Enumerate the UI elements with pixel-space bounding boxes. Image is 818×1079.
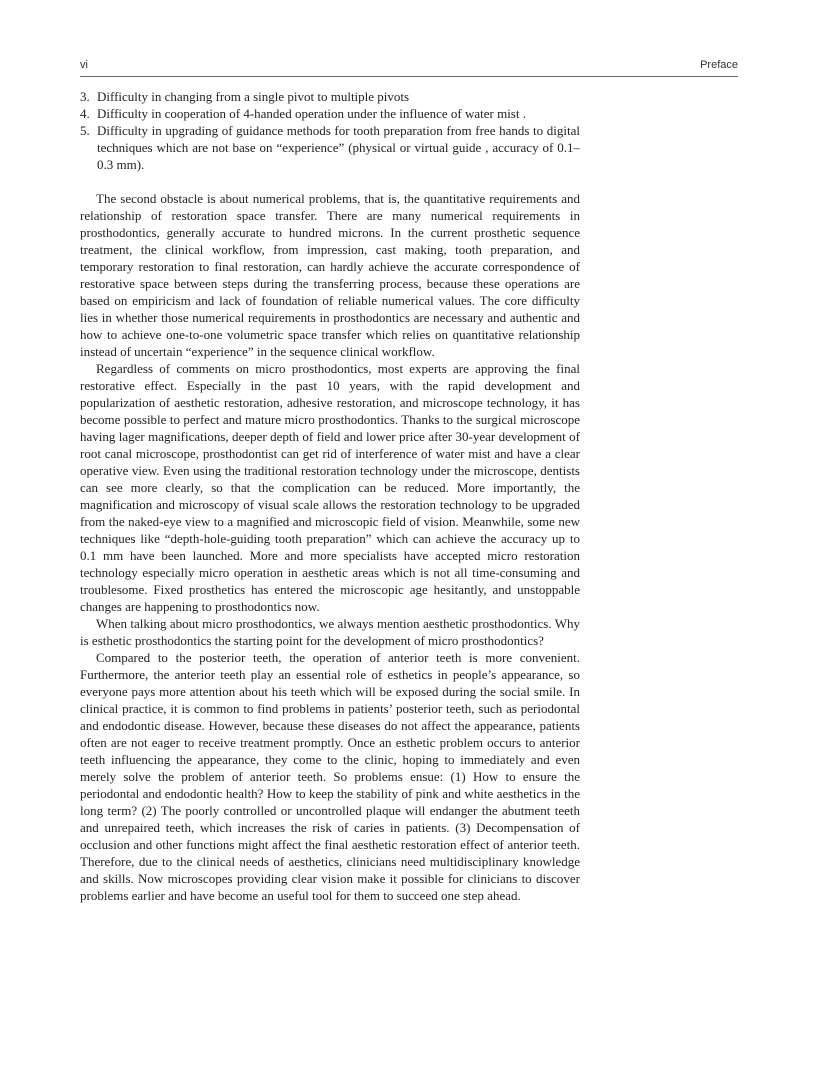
page-number: vi [80, 59, 88, 71]
paragraph: When talking about micro prosthodontics, we always mention aesthetic prosthodontics. Why is esthetic prosthodontics the starting point for the development of micro prosthodontics? [80, 616, 580, 648]
list-item [80, 88, 580, 105]
paragraph: The second obstacle is about numerical problems, that is, the quantitative requirements and relationship of restoration space transfer. There are many numerical requirements in prosthodontics, generally accurate to hundred microns. In the current prosthetic sequence treatment, the clinical workflow, from impression, cast making, tooth preparation, and temporary restoration to final restoration, can hardly achieve the accurate correspondence of restorative space between steps during the transferring process, because these operations are based on empiricism and lack of foundation of reliable numerical values. The core difficulty lies in whether those numerical requirements in prosthodontics are necessary and authentic and how to achieve one-to-one volumetric space transfer which relies on quantitative relationship instead of uncertain “experience” in the sequence clinical workflow. [80, 191, 580, 359]
list-item [80, 122, 580, 173]
list-item-number: 4. [80, 106, 90, 121]
spacer [80, 173, 580, 190]
paragraph: Compared to the posterior teeth, the operation of anterior teeth is more convenient. Furthermore, the anterior teeth play an essential role of esthetics in people’s appearance, so everyone pays more attention about his teeth which will be exposed during the social smile. In clinical practice, it is common to find problems in patients’ posterior teeth, such as periodontal and endodontic disease. However, because these diseases do not affect the appearance, patients often are not eager to receive treatment promptly. Once an esthetic problem occurs to anterior teeth influencing the appearance, they come to the clinic, hoping to immediately and even merely solve the problem of anterior teeth. So problems ensue: (1) How to ensure the periodontal and endodontic health? How to keep the stability of pink and white aesthetics in the long term? (2) The poorly controlled or uncontrolled plaque will endanger the abutment teeth and unrepaired teeth, which increases the risk of caries in patients. (3) Decompensation of occlusion and other functions might affect the final aesthetic restoration effect of anterior teeth. Therefore, due to the clinical needs of aesthetics, clinicians need multidisciplinary knowledge and skills. Now microscopes providing clear vision make it possible for clinicians to discover problems earlier and have become an useful tool for them to succeed one step ahead. [80, 650, 580, 903]
page-body [80, 88, 580, 904]
running-head [80, 56, 738, 77]
list-item-number: 5. [80, 123, 90, 138]
paragraph: Regardless of comments on micro prosthodontics, most experts are approving the final restorative effect. Especially in the past 10 years, with the rapid development and popularization of aesthetic restoration, adhesive restoration, and microscope technology, it has become possible to perfect and mature micro prosthodontics. Thanks to the surgical microscope having lager magnifications, deeper depth of field and lower price after 30-year development of root canal microscope, prosthodontist can get rid of interference of water mist and have a clear operative view. Even using the traditional restoration technology under the microscope, dentists can see more clearly, so that the complication can be reduced. More importantly, the magnification and microscopy of visual scale allows the restoration technology to be upgraded from the naked-eye view to a magnified and microscopic field of vision. Meanwhile, some new techniques like “depth-hole-guiding tooth preparation” which can achieve the accuracy up to 0.1 mm have been launched. More and more specialists have accepted micro restoration technology especially micro operation in aesthetic areas which is not all time-consuming and troublesome. Fixed prosthetics has entered the microscopic age hesitantly, and unstoppable changes are happening to prosthodontics now. [80, 361, 580, 614]
list-item-number: 3. [80, 89, 90, 104]
difficulty-list [80, 88, 580, 173]
chapter-title: Preface [700, 59, 738, 71]
list-item [80, 105, 580, 122]
list-item-text: Difficulty in cooperation of 4-handed operation under the influence of water mist . [97, 106, 526, 121]
list-item-text: Difficulty in changing from a single pivot to multiple pivots [97, 89, 410, 104]
list-item-text: Difficulty in upgrading of guidance methods for tooth preparation from free hands to digital techniques which are not base on “experience” (physical or virtual guide , accuracy of 0.1–0.3 mm). [97, 123, 580, 172]
